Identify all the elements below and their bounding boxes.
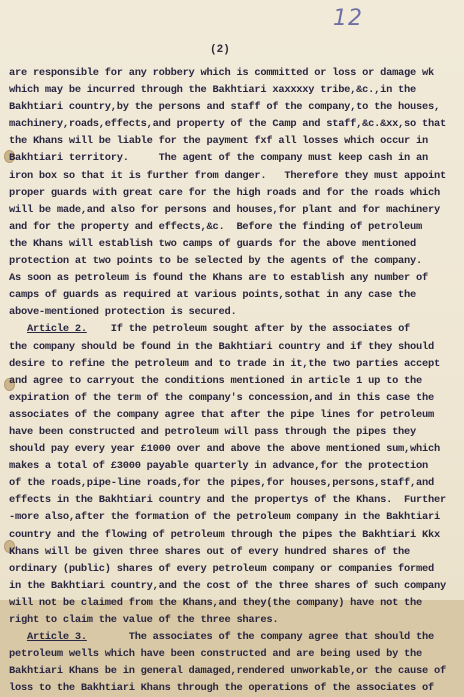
text-line: ordinary (public) shares of every petroleum company or companies formed xyxy=(9,562,434,575)
text-line: and for the property and effects,&c. Before the finding of petroleum xyxy=(9,220,422,233)
text-line: As soon as petroleum is found the Khans are to establish any number of xyxy=(9,272,428,285)
text-line: and agree to carryout the conditions mentioned in article 1 up to the xyxy=(9,374,422,387)
text-line: proper guards with great care for the high roads and for the roads which xyxy=(9,186,440,199)
text-line: loss to the Bakhtiari Khans through the operations of the associates of xyxy=(9,682,434,695)
text-line: Article 2. If the petroleum sought after by the associates of xyxy=(26,323,411,336)
text-line: above-mentioned protection is secured. xyxy=(9,306,237,319)
text-line: expiration of the term of the company's concession,and in this case the xyxy=(9,391,434,404)
folio-number: 12 xyxy=(333,6,363,31)
text-line: which may be incurred through the Bakhtiari xaxxxxy tribe,&c.,in the xyxy=(9,84,417,97)
text-line: protection at two points to be selected by the agents of the company. xyxy=(9,255,422,268)
text-line: in the Bakhtiari country,and the cost of the three shares of such company xyxy=(9,579,446,592)
text-line: Bakhtiari Khans be in general damaged,rendered unworkable,or the cause of xyxy=(9,665,446,678)
text-line: country and the flowing of petroleum through the pipes the Bakhtiari Kkx xyxy=(9,528,440,541)
text-line: right to claim the value of the three shares. xyxy=(9,614,279,626)
text-line: desire to refine the petroleum and to trade in it,the two parties accept xyxy=(9,357,440,370)
text-line: will be made,and also for persons and houses,for plant and for machinery xyxy=(9,203,440,216)
text-line: have been constructed and petroleum will pass through the pipes they xyxy=(9,425,417,438)
text-line: Bakhtiari country,by the persons and staff of the company,to the houses, xyxy=(9,101,440,114)
text-line: effects in the Bakhtiari country and the propertys of the Khans. Further xyxy=(9,494,446,507)
page-number: (2) xyxy=(210,44,230,56)
text-line: of the roads,pipe-line roads,for the pipes,for houses,persons,staff,and xyxy=(9,477,434,490)
text-line: associates of the company agree that after the pipe lines for petroleum xyxy=(9,408,434,421)
text-line: -more also,after the formation of the petroleum company in the Bakhtiari xyxy=(9,511,440,524)
article-heading: Article 3. xyxy=(26,631,87,644)
text-line: makes a total of £3000 payable quarterly in advance,for the protection xyxy=(9,460,428,473)
text-line: Bakhtiari territory. The agent of the company must keep cash in an xyxy=(9,152,428,165)
text-line: iron box so that it is further from danger. Therefore they must appoint xyxy=(9,169,446,182)
text-line: Khans will be given three shares out of every hundred shares of the xyxy=(9,545,411,558)
text-line: petroleum wells which have been constructed and are being used by the xyxy=(9,648,422,661)
text-line: will not be claimed from the Khans,and they(the company) have not the xyxy=(9,596,422,609)
text-line: Article 3. The associates of the company agree that should the xyxy=(26,631,434,644)
text-line: are responsible for any robbery which is committed or loss or damage wk xyxy=(9,67,434,79)
text-line: the Khans will establish two camps of guards for the above mentioned xyxy=(9,237,417,250)
text-line: the company should be found in the Bakhtiari country and if they should xyxy=(9,340,434,353)
text-line: should pay every year £1000 over and above the above mentioned sum,which xyxy=(9,443,440,456)
article-heading: Article 2. xyxy=(26,323,87,336)
document-body xyxy=(9,65,461,697)
text-line: camps of guards as required at various points,sothat in any case the xyxy=(9,289,417,302)
text-line: machinery,roads,effects,and property of the Camp and staff,&c.&xx,so that xyxy=(9,118,446,131)
text-line: the Khans will be liable for the payment fxf all losses which occur in xyxy=(9,135,428,148)
